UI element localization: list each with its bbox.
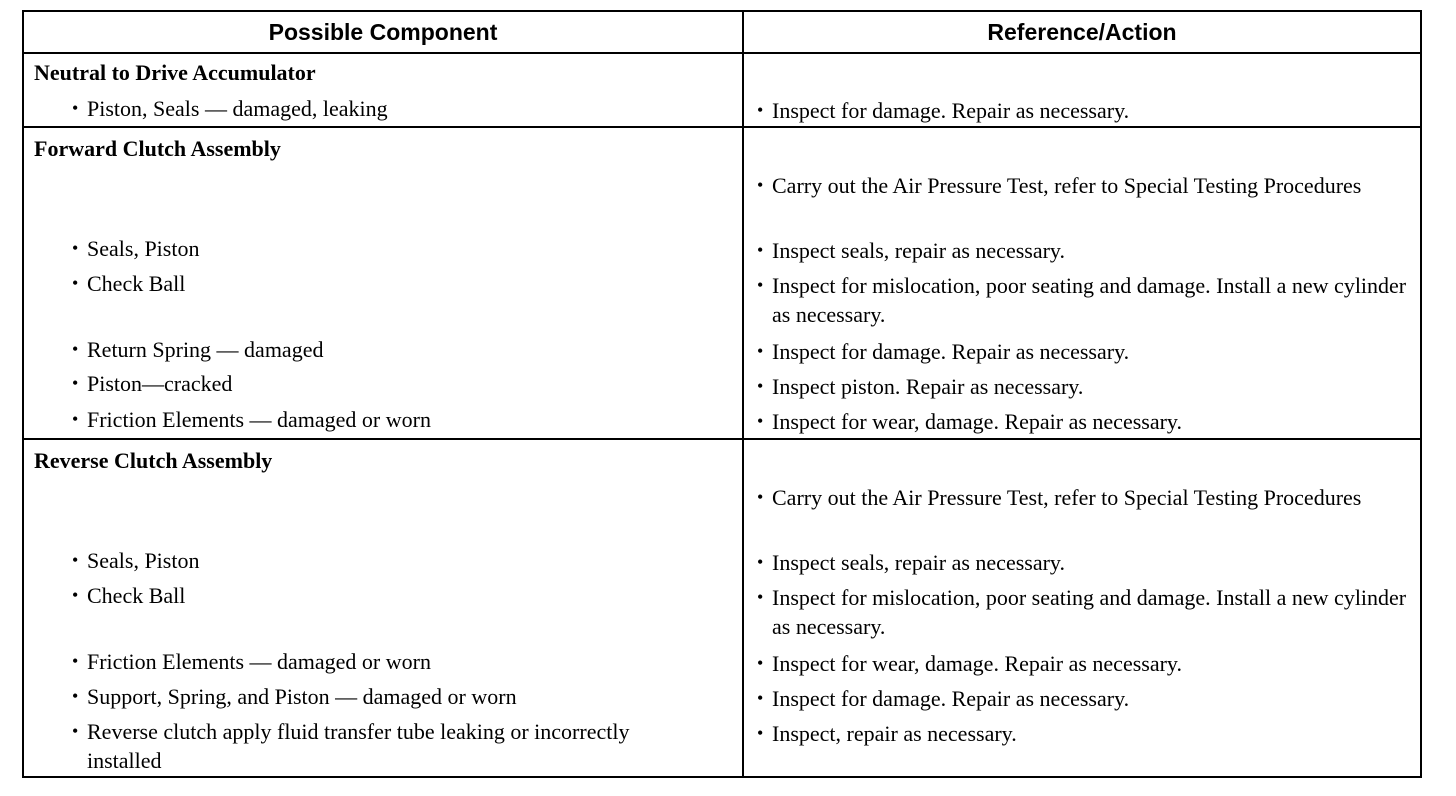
action-item: • Inspect piston. Repair as necessary. <box>772 372 1412 401</box>
component-item: • Support, Spring, and Piston — damaged or worn <box>87 682 517 711</box>
action-item: • Inspect for damage. Repair as necessary. <box>772 684 1412 713</box>
action-item: • Inspect for wear, damage. Repair as necessary. <box>772 649 1412 678</box>
component-item: • Piston, Seals — damaged, leaking <box>87 94 388 123</box>
action-item: • Carry out the Air Pressure Test, refer to Special Testing Procedures <box>772 483 1412 512</box>
diagnosis-table <box>22 10 1422 778</box>
header-reference-action: Reference/Action <box>987 19 1177 45</box>
component-item: • Friction Elements — damaged or worn <box>87 405 431 434</box>
action-item: • Carry out the Air Pressure Test, refer to Special Testing Procedures <box>772 171 1412 200</box>
section-title-forward-clutch-assembly: Forward Clutch Assembly <box>34 136 281 161</box>
component-item: • Check Ball <box>87 581 185 610</box>
action-item: • Inspect seals, repair as necessary. <box>772 548 1412 577</box>
table-header <box>24 12 1420 54</box>
component-item: • Return Spring — damaged <box>87 335 323 364</box>
action-item: • Inspect for wear, damage. Repair as necessary. <box>772 407 1412 436</box>
component-item: • Check Ball <box>87 269 185 298</box>
row-divider <box>24 438 1420 440</box>
header-possible-component: Possible Component <box>268 19 498 45</box>
component-item: • Friction Elements — damaged or worn <box>87 647 431 676</box>
action-item: • Inspect, repair as necessary. <box>772 719 1412 748</box>
component-item: • Piston—cracked <box>87 369 232 398</box>
action-item: • Inspect seals, repair as necessary. <box>772 236 1412 265</box>
component-item: • Seals, Piston <box>87 546 199 575</box>
action-item: • Inspect for mislocation, poor seating and damage. Install a new cylinder as necessary. <box>772 271 1412 329</box>
action-item: • Inspect for damage. Repair as necessary. <box>772 96 1412 125</box>
action-item: • Inspect for damage. Repair as necessary. <box>772 337 1412 366</box>
component-item: • Seals, Piston <box>87 234 199 263</box>
section-title-reverse-clutch-assembly: Reverse Clutch Assembly <box>34 448 273 473</box>
row-divider <box>24 126 1420 128</box>
action-item: • Inspect for mislocation, poor seating and damage. Install a new cylinder as necessary. <box>772 583 1412 641</box>
section-title-neutral-to-drive-accumulator: Neutral to Drive Accumulator <box>34 60 316 85</box>
component-item: • Reverse clutch apply fluid transfer tube leaking or incorrectly installed <box>87 717 667 775</box>
